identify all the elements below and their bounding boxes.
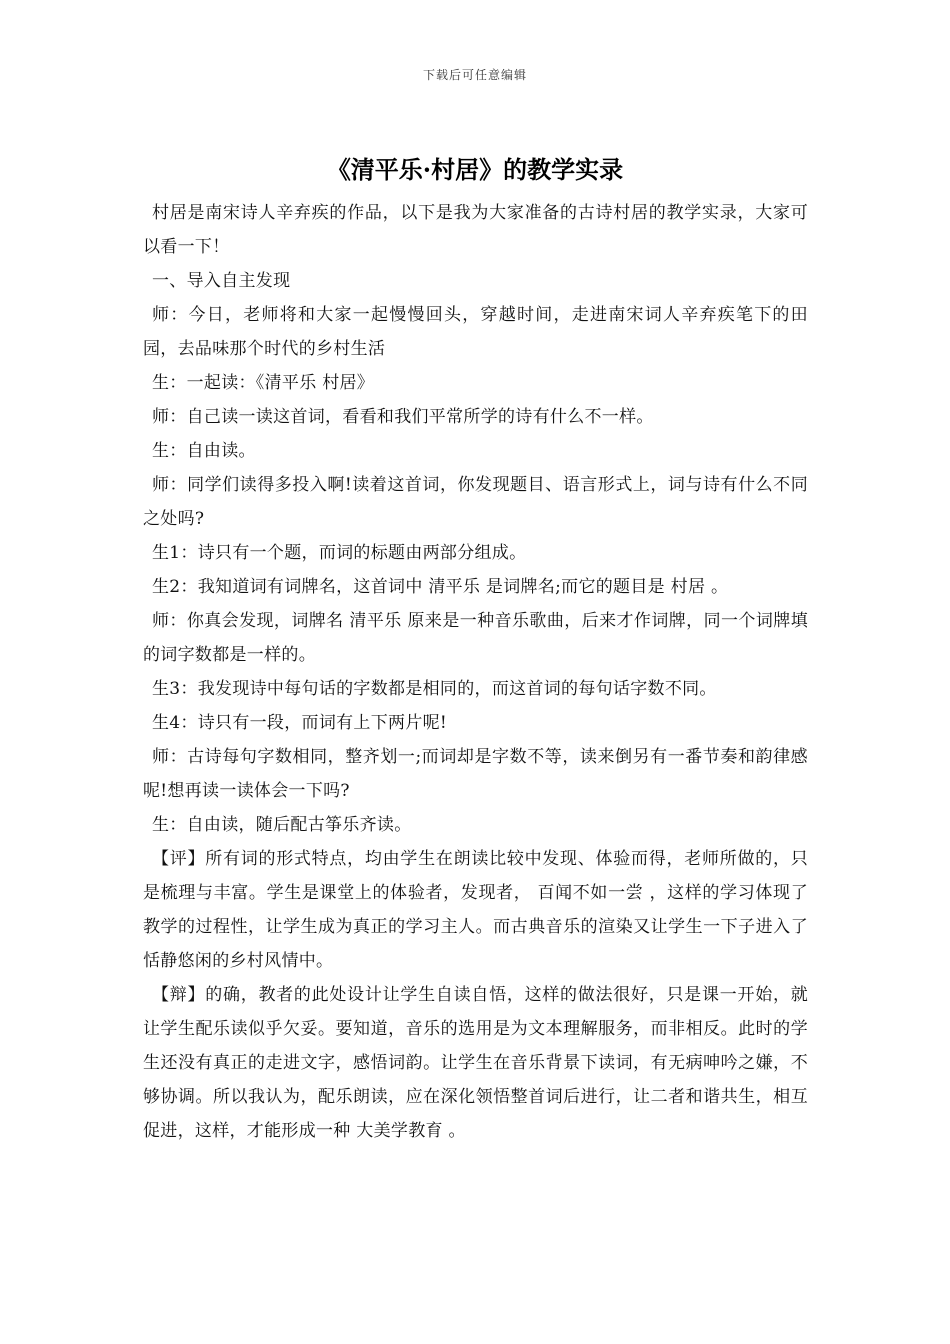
dialogue-line: 生3：我发现诗中每句话的字数都是相同的，而这首词的每句话字数不同。 <box>152 679 717 699</box>
section-heading: 一、导入自主发现 <box>152 271 291 291</box>
dialogue-line: 师：今日，老师将和大家一起慢慢回头，穿越时间，走进南宋词人辛弃疾笔下的田园，去品味那个时代的乡村生活 <box>143 305 808 359</box>
paragraph-intro: 村居是南宋诗人辛弃疾的作品，以下是我为大家准备的古诗村居的教学实录，大家可以看一下！ <box>143 203 808 257</box>
dialogue-line: 生1：诗只有一个题，而词的标题由两部分组成。 <box>152 543 527 563</box>
dialogue-line: 师：自己读一读这首词，看看和我们平常所学的诗有什么不一样。 <box>152 407 654 427</box>
comment-paragraph: 【评】所有词的形式特点，均由学生在朗读比较中发现、体验而得，老师所做的，只是梳理与丰富。学生是课堂上的体验者，发现者， 百闻不如一尝 ，这样的学习体现了教学的过程性，让学生成为真正的学习主人。而古典音乐的渲染又让学生一下子进入了恬静悠闲的乡村风情中。 <box>143 849 808 971</box>
dialogue-line: 生：自由读。 <box>152 441 256 461</box>
page-header-note: 下载后可任意编辑 <box>422 68 527 82</box>
dialogue-line: 生：一起读：《清平乐 村居》 <box>152 373 375 393</box>
dialogue-line: 生4：诗只有一段，而词有上下两片呢! <box>152 713 448 733</box>
dialogue-line: 生2：我知道词有词牌名，这首词中 清平乐 是词牌名;而它的题目是 村居 。 <box>152 577 729 597</box>
dialogue-line: 师：你真会发现，词牌名 清平乐 原来是一种音乐歌曲，后来才作词牌，同一个词牌填的词字数都是一样的。 <box>143 611 808 665</box>
dialogue-line: 生：自由读，随后配古筝乐齐读。 <box>152 815 412 835</box>
dialogue-line: 师：同学们读得多投入啊!读着这首词，你发现题目、语言形式上，词与诗有什么不同之处吗? <box>143 475 808 529</box>
document-title: 《清平乐·村居》的教学实录 <box>326 155 624 184</box>
document-body <box>143 196 808 1148</box>
debate-paragraph: 【辩】的确，教者的此处设计让学生自读自悟，这样的做法很好，只是课一开始，就让学生配乐读似乎欠妥。要知道，音乐的选用是为文本理解服务，而非相反。此时的学生还没有真正的走进文字，感悟词韵。让学生在音乐背景下读词，有无病呻吟之嫌，不够协调。所以我认为，配乐朗读，应在深化领悟整首词后进行，让二者和谐共生，相互促进，这样，才能形成一种 大美学教育 。 <box>143 985 808 1141</box>
dialogue-line: 师：古诗每句字数相同，整齐划一;而词却是字数不等，读来倒另有一番节奏和韵律感呢!想再读一读体会一下吗? <box>143 747 808 801</box>
